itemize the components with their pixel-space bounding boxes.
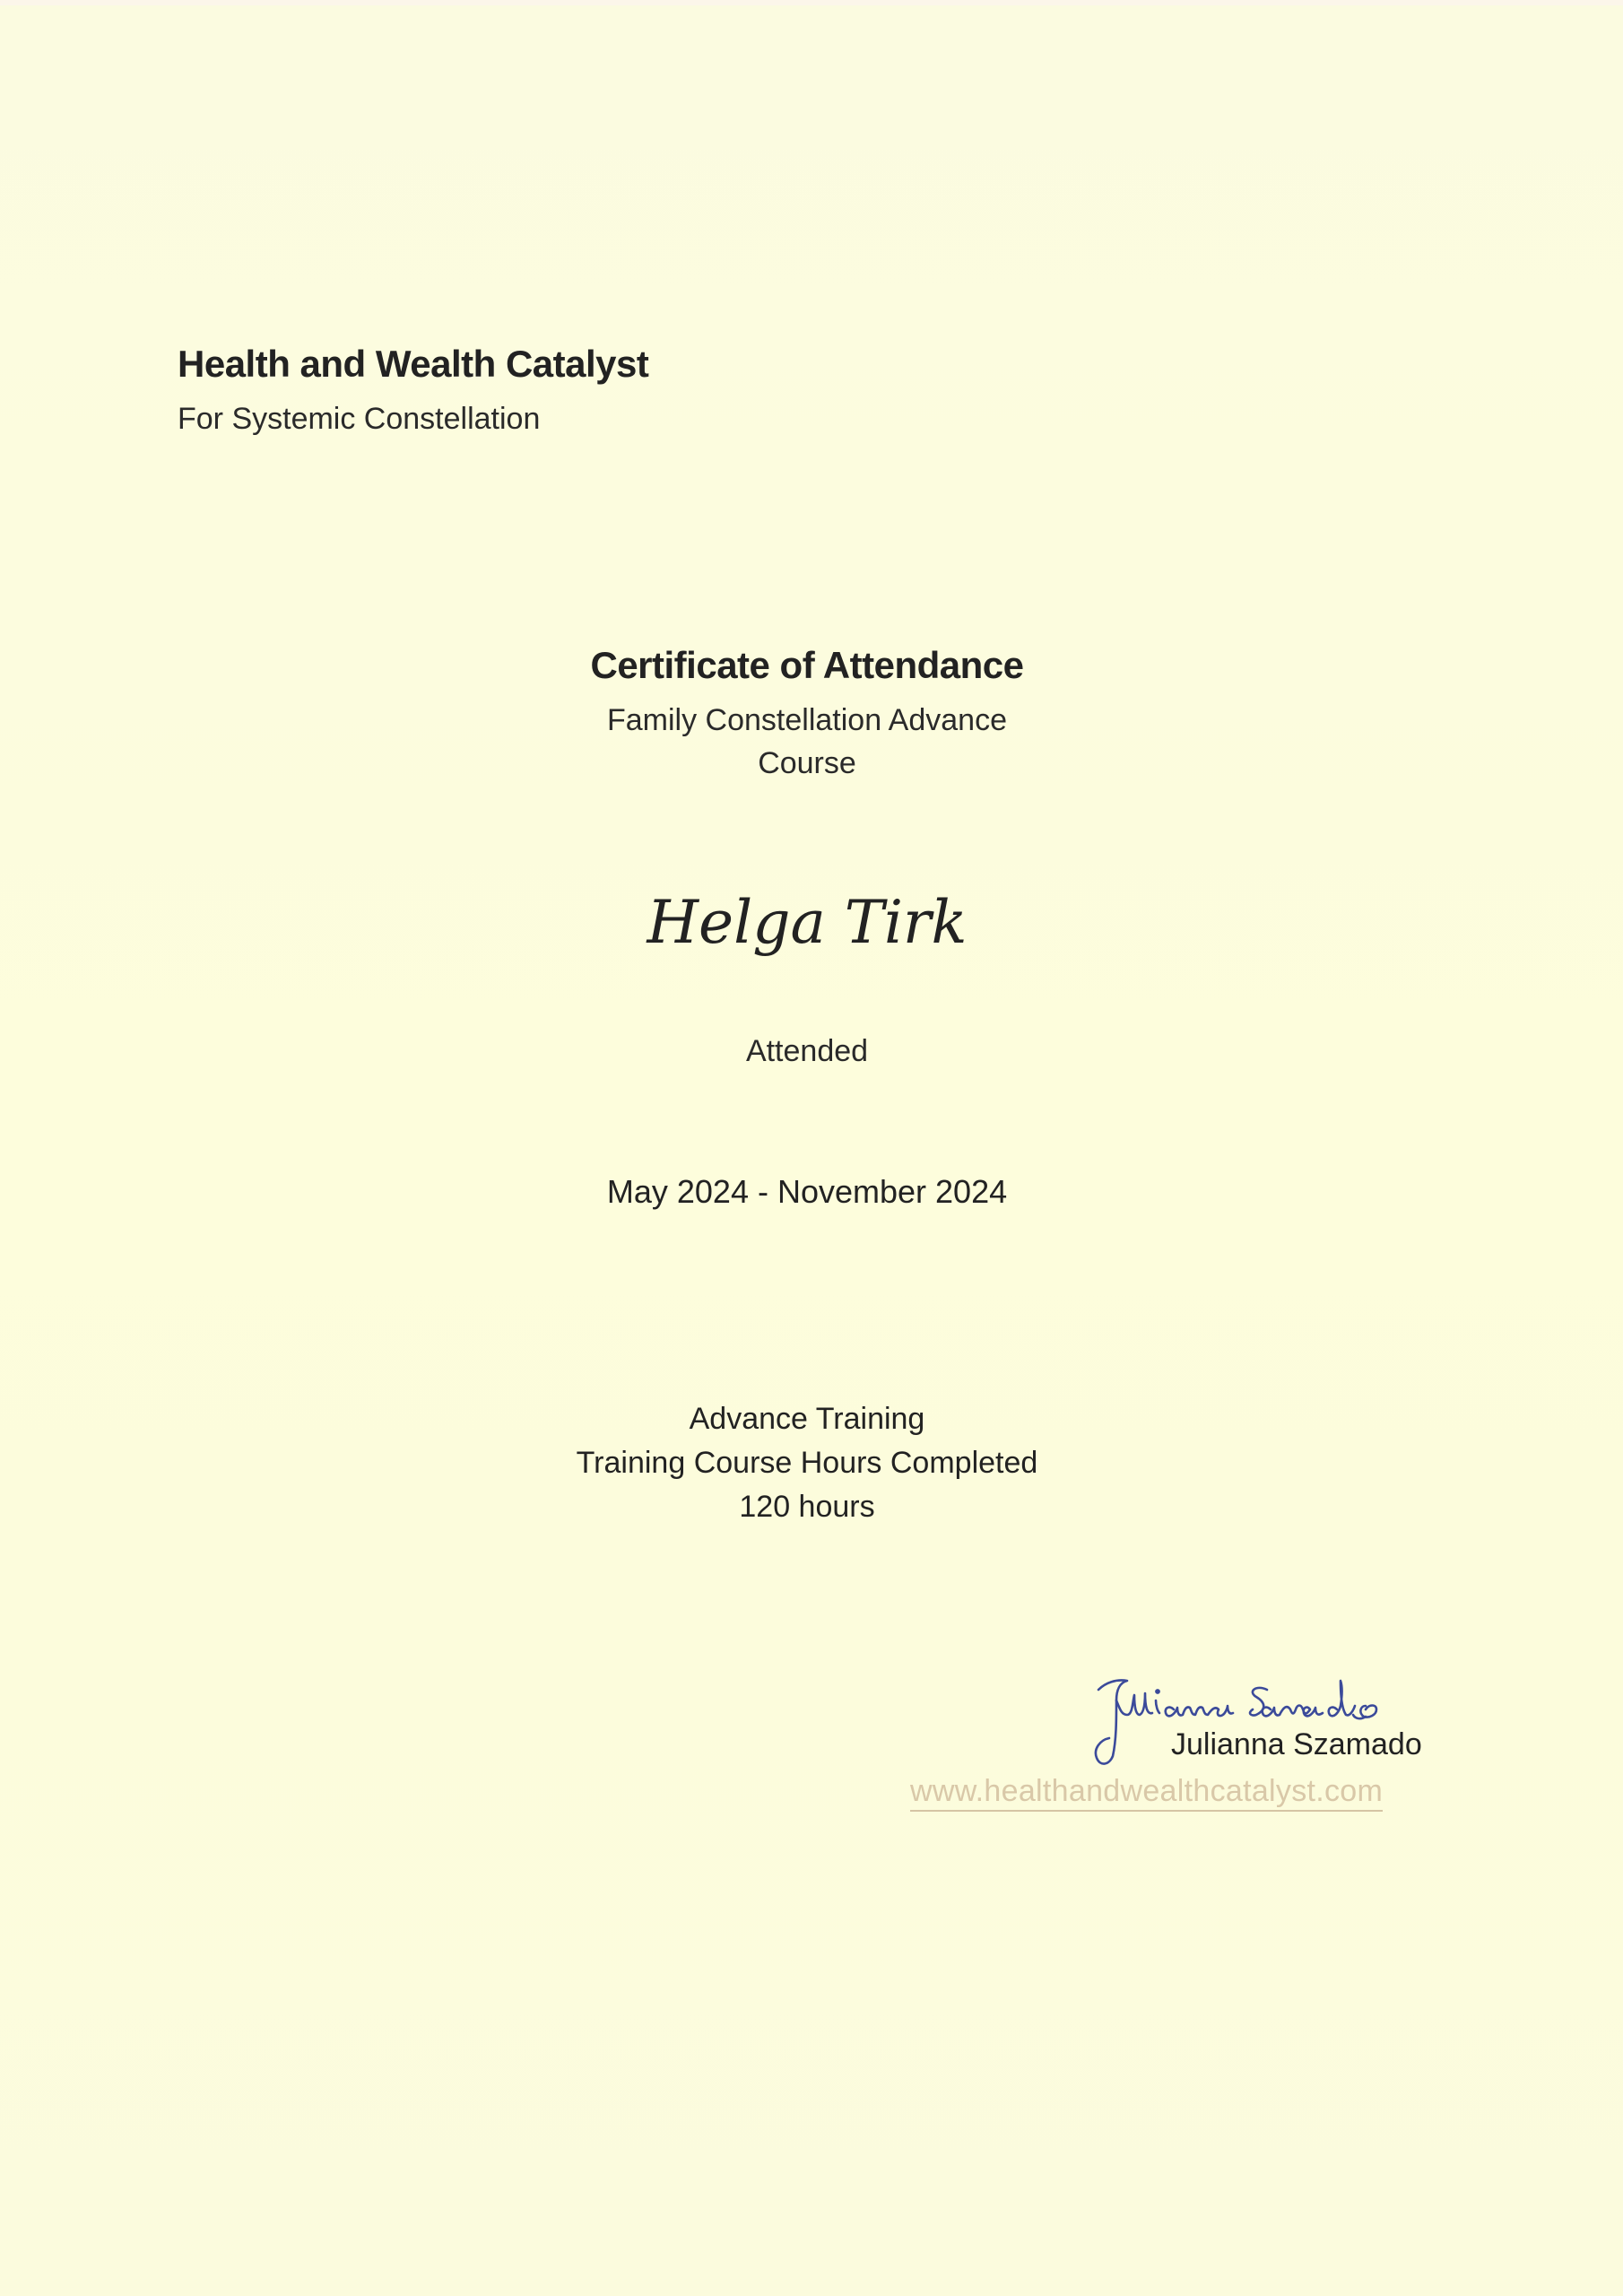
signer-name: Julianna Szamado — [1171, 1727, 1422, 1761]
certificate-title: Certificate of Attendance — [590, 644, 1024, 686]
course-name-line-1: Family Constellation Advance — [606, 703, 1007, 737]
organization-name: Health and Wealth Catalyst — [178, 343, 649, 385]
hours-value: 120 hours — [739, 1490, 875, 1524]
attendance-dates: May 2024 - November 2024 — [606, 1173, 1008, 1210]
website-link[interactable]: www.healthandwealthcatalyst.com — [910, 1774, 1383, 1812]
hours-label: Training Course Hours Completed — [576, 1446, 1038, 1480]
organization-subtitle: For Systemic Constellation — [178, 402, 541, 436]
recipient-name: Helga Tirk — [647, 888, 968, 957]
course-name-line-2: Course — [758, 746, 856, 780]
training-type: Advance Training — [689, 1402, 925, 1436]
page-top-edge — [0, 0, 1623, 5]
attended-label: Attended — [745, 1034, 869, 1068]
